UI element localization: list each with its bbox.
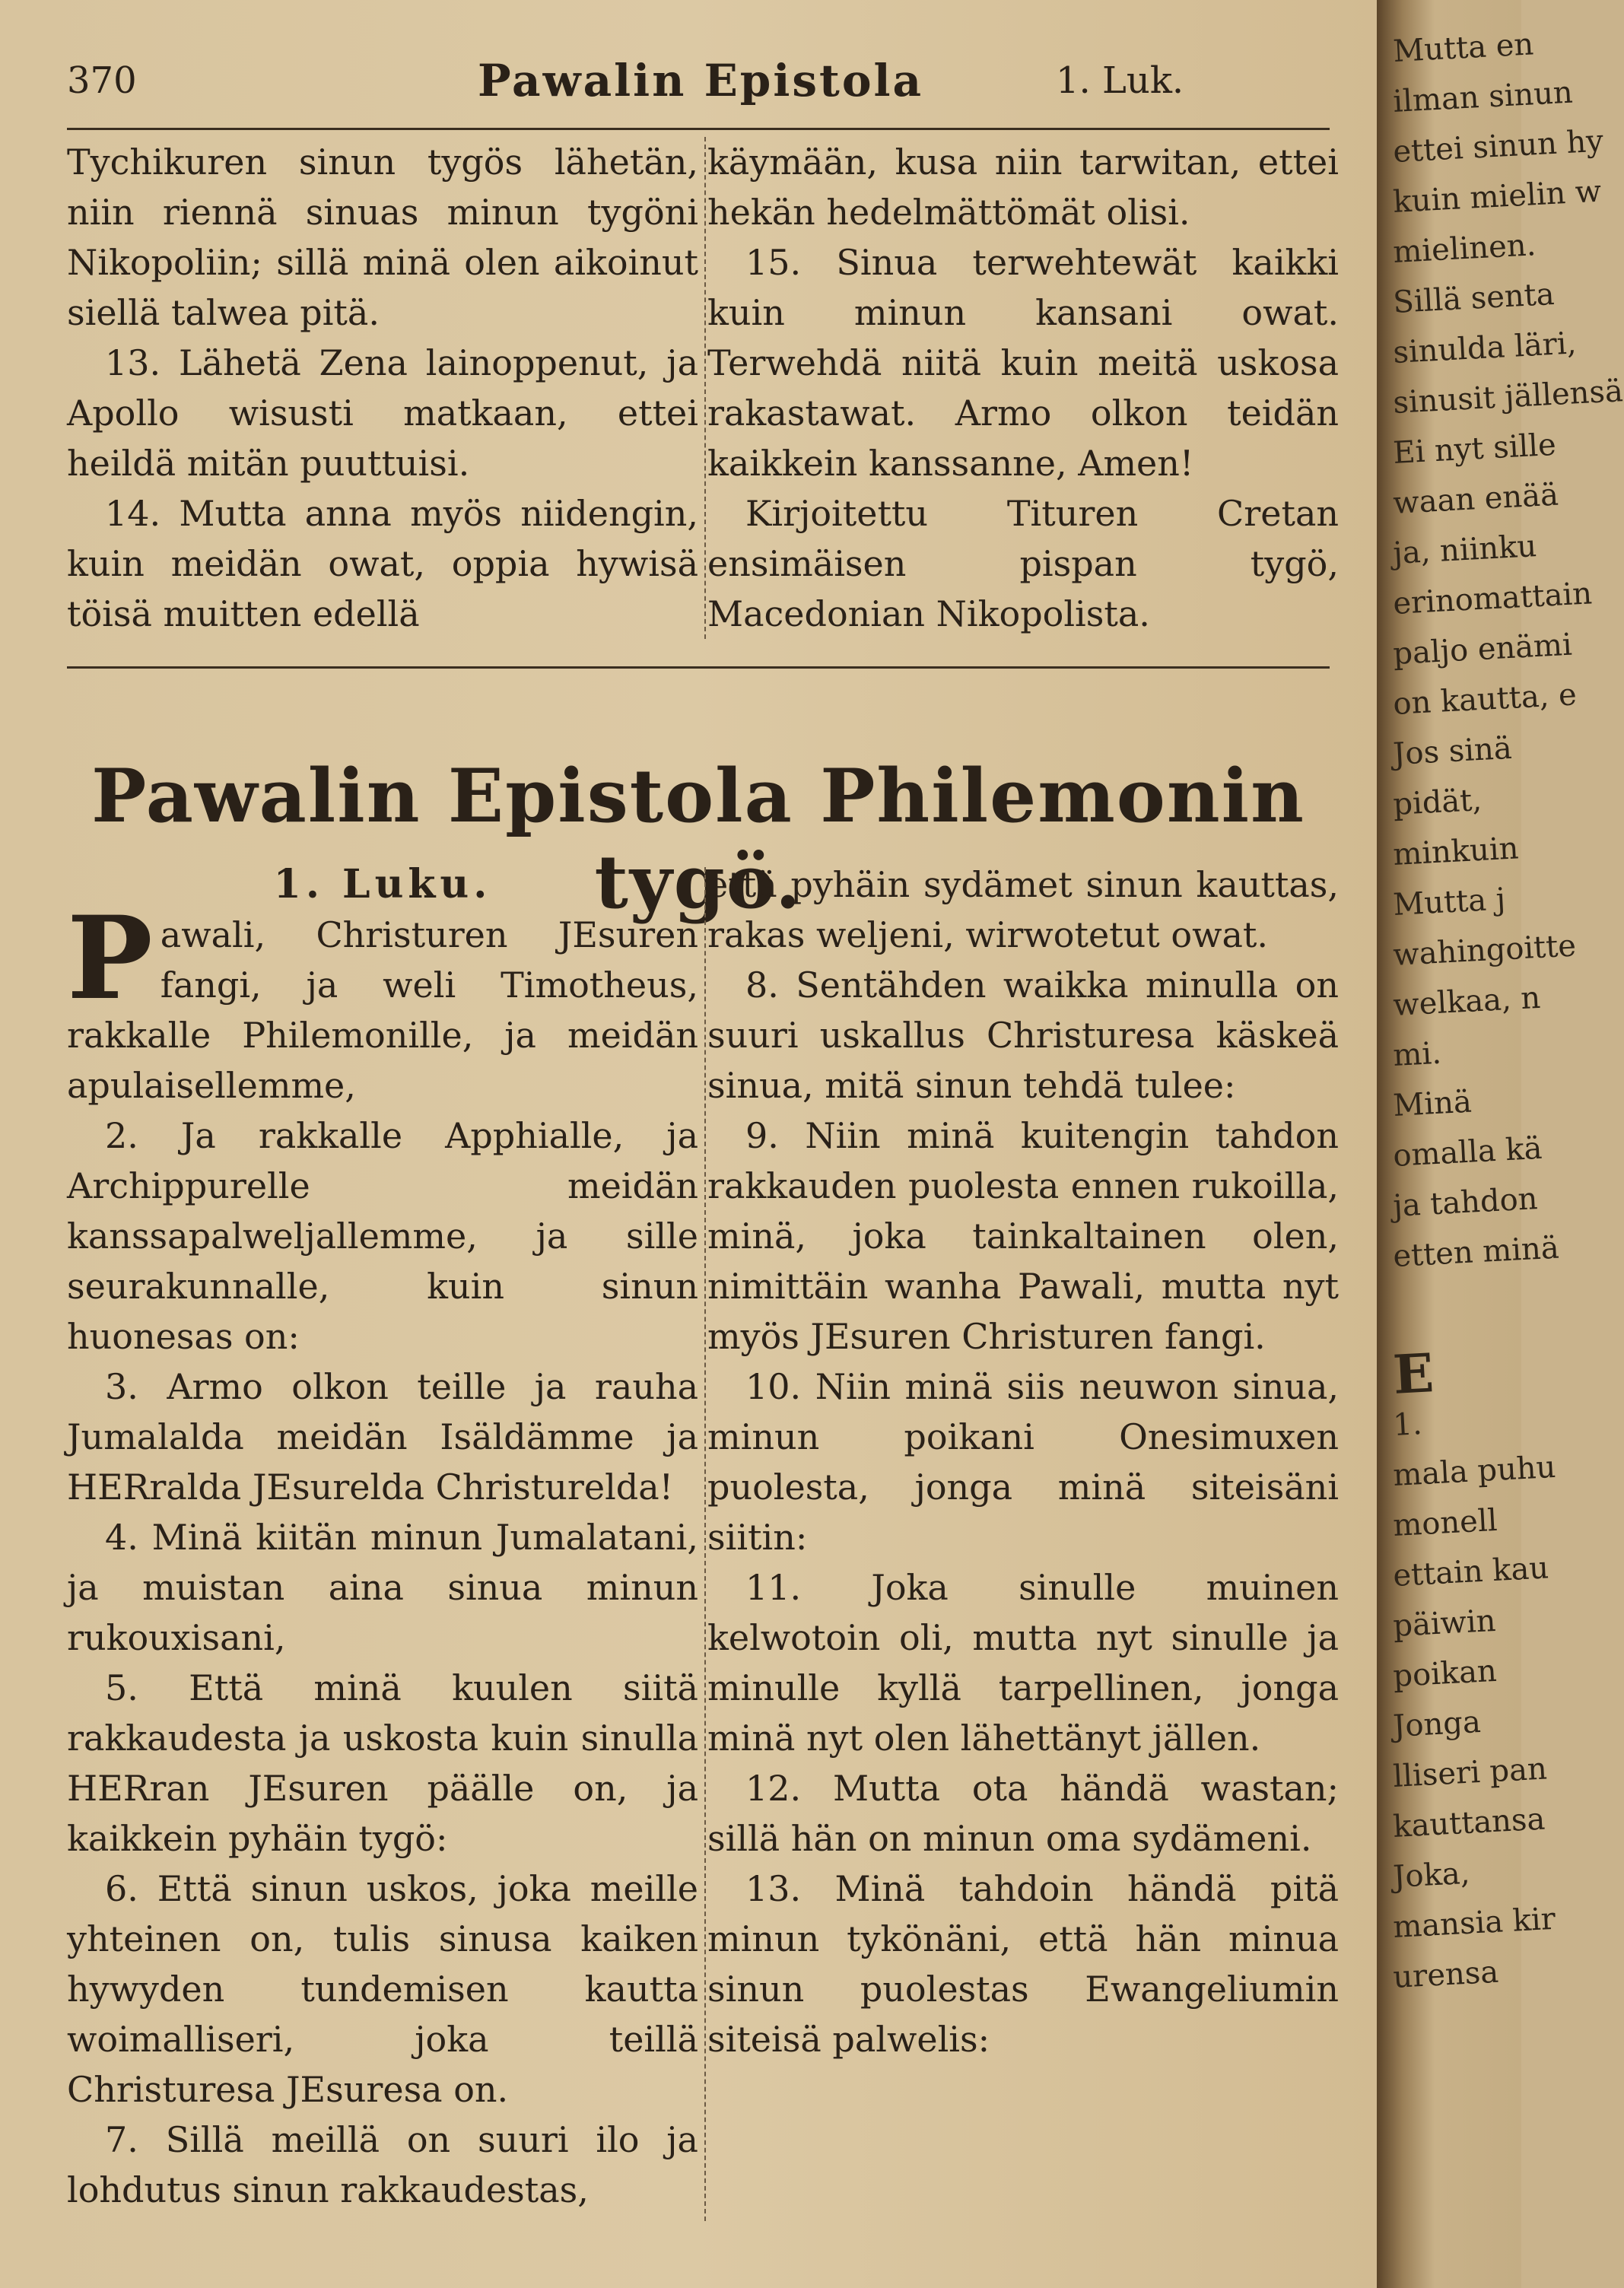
adjacent-page-fragment: 1. [1392, 1406, 1423, 1443]
adjacent-page-fragment: minkuin [1392, 831, 1520, 872]
adjacent-page-fragment: mielinen. [1392, 227, 1537, 270]
section-rule [67, 666, 1330, 669]
page-number: 370 [67, 59, 137, 102]
adjacent-page-fragment: Mutta en [1392, 27, 1535, 69]
epistle-title: Pawalin Epistola Philemonin tygö. [91, 753, 1305, 925]
adjacent-page-fragment: ja, niinku [1392, 529, 1538, 571]
verse-11: 11. Joka sinulle muinen kelwotoin oli, mutta nyt sinulle ja minulle kyllä tarpellinen, jonga minä nyt olen lähettänyt jällen. [707, 1567, 1339, 1759]
verse-5: 5. Että minä kuulen siitä rakkaudesta ja uskosta kuin sinulla HERran JEsuren päälle on, ja kaikkein pyhäin tygö: [67, 1667, 698, 1859]
adjacent-page-fragment: ettain kau [1392, 1550, 1550, 1594]
adjacent-page-fragment: kuin mielin w [1392, 173, 1603, 220]
verse-15: 15. Sinua terwehtewät kaikki kuin minun kansani owat. Terwehdä niitä kuin meitä uskosa rakastawat. Armo olkon teidän kaikkein kanssanne, Amen! [707, 242, 1339, 484]
verse-7: 7. Sillä meillä on suuri ilo ja lohdutus sinun rakkaudestas, [67, 2119, 698, 2210]
adjacent-page-fragment: mala puhu [1392, 1449, 1557, 1493]
adjacent-page-fragment: waan enää [1392, 477, 1559, 521]
verse-14: 14. Mutta anna myös niidengin, kuin meidän owat, oppia hywisä töisä muitten edellä [67, 493, 698, 634]
paragraph: käymään, kusa niin tarwitan, ettei hekän hedelmättömät olisi. [707, 141, 1339, 233]
verse-13: 13. Minä tahdoin händä pitä minun tykönäni, että hän minua sinun puolestas Ewangeliumin siteisä palwelis: [707, 1868, 1339, 2060]
subscription-note: Kirjoitettu Tituren Cretan ensimäisen pispan tygö, Macedonian Nikopolista. [707, 493, 1339, 634]
verse-6: 6. Että sinun uskos, joka meille yhteinen on, tulis sinusa kaiken hywyden tundemisen kautta woimalliseri, joka teillä Christuresa JEsuresa on. [67, 1868, 698, 2110]
adjacent-page-fragment: erinomattain [1392, 576, 1594, 621]
adjacent-page-fragment: kauttansa [1392, 1801, 1546, 1845]
column-divider-main [704, 867, 706, 2221]
verse-10: 10. Niin minä siis neuwon sinua, minun poikani Onesimuxen puolesta, jonga minä siteisäni siitin: [707, 1366, 1339, 1558]
adjacent-page-fragment: mansia kir [1392, 1901, 1556, 1945]
drop-cap: P [67, 891, 153, 1025]
adjacent-page-fragment: wahingoitte [1392, 928, 1578, 973]
adjacent-page-fragment: Mutta j [1392, 882, 1507, 923]
chapter-label: 1. Luku. [273, 861, 492, 907]
adjacent-page-fragment: lliseri pan [1392, 1751, 1548, 1794]
adjacent-page-fragment: on kautta, e [1392, 677, 1578, 722]
chapter-reference: 1. Luk. [1056, 59, 1184, 102]
column-divider-top [704, 137, 706, 639]
verse-13: 13. Lähetä Zena lainoppenut, ja Apollo wisusti matkaan, ettei heildä mitän puuttuisi. [67, 342, 698, 484]
adjacent-page-fragment: E [1391, 1341, 1435, 1406]
adjacent-page-fragment: Sillä senta [1392, 276, 1556, 320]
adjacent-page-fragment: etten minä [1392, 1230, 1560, 1274]
adjacent-page-fragment: Jos sinä [1392, 730, 1513, 772]
adjacent-page-fragment: ja tahdon [1392, 1181, 1539, 1224]
paragraph: Tychikuren sinun tygös lähetän, niin riennä sinuas minun tygöni Nikopoliin; sillä minä olen aikoinut siellä talwea pitä. [67, 141, 698, 333]
verse-1-text: awali, Christuren JEsuren fangi, ja weli Timotheus, rakkalle Philemonille, ja meidän apulaisellemme, [67, 914, 698, 1106]
top-right-column [707, 137, 1339, 639]
adjacent-page-fragment: Joka, [1392, 1855, 1471, 1895]
verse-4: 4. Minä kiitän minun Jumalatani, ja muistan aina sinua minun rukouxisani, [67, 1517, 698, 1658]
verse-12: 12. Mutta ota händä wastan; sillä hän on minun oma sydämeni. [707, 1768, 1339, 1859]
adjacent-page-fragment: Ei nyt sille [1392, 427, 1557, 471]
adjacent-page-fragment: sinusit jällensä [1392, 373, 1624, 421]
verse-1 [67, 891, 698, 1111]
main-right-column [707, 860, 1339, 2064]
adjacent-page-fragment: päiwin [1392, 1603, 1497, 1644]
adjacent-page-fragment: monell [1392, 1502, 1498, 1543]
adjacent-page-fragment: ettei sinun hy [1392, 123, 1604, 170]
adjacent-page-fragment: paljo enämi [1392, 627, 1573, 672]
adjacent-page-fragment: sinulda läri, [1392, 326, 1578, 370]
header-rule [67, 128, 1330, 130]
adjacent-page-fragment: pidät, [1392, 782, 1483, 822]
adjacent-page-fragment: Jonga [1392, 1704, 1482, 1744]
adjacent-page-edge [1377, 0, 1624, 2288]
adjacent-page-fragment: omalla kä [1392, 1130, 1543, 1174]
top-left-column [67, 137, 698, 639]
verse-9: 9. Niin minä kuitengin tahdon rakkauden puolesta ennen rukoilla, minä, joka tainkaltainen olen, nimittäin wanha Pawali, mutta nyt myös JEsuren Christuren fangi. [707, 1115, 1339, 1357]
running-title: Pawalin Epistola [478, 55, 924, 106]
adjacent-page-fragment: mi. [1392, 1035, 1443, 1073]
main-left-column [67, 860, 698, 2215]
verse-8: 8. Sentähden waikka minulla on suuri uskallus Christuresa käskeä sinua, mitä sinun tehdä tulee: [707, 964, 1339, 1106]
adjacent-page-fragment: poikan [1392, 1653, 1498, 1694]
adjacent-page-fragment: welkaa, n [1392, 980, 1542, 1023]
verse-3: 3. Armo olkon teille ja rauha Jumalalda meidän Isäldämme ja HERralda JEsurelda Christurelda! [67, 1366, 698, 1508]
adjacent-page-fragment: urensa [1392, 1954, 1500, 1995]
adjacent-page-fragment: Minä [1392, 1084, 1473, 1123]
adjacent-page-fragment: ilman sinun [1392, 75, 1574, 119]
page-header [67, 55, 1330, 113]
verse-7-cont: että pyhäin sydämet sinun kauttas, rakas weljeni, wirwotetut owat. [707, 864, 1339, 955]
verse-2: 2. Ja rakkalle Apphialle, ja Archippurelle meidän kanssapalweljallemme, ja sille seurakunnalle, kuin sinun huonesas on: [67, 1115, 698, 1357]
